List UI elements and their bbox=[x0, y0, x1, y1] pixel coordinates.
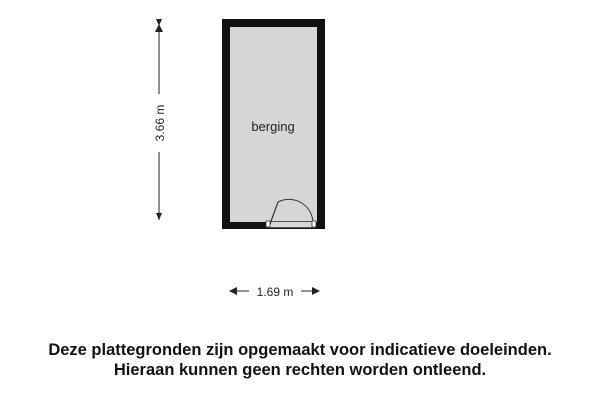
room-berging bbox=[222, 19, 325, 229]
door-opening bbox=[268, 221, 315, 228]
door-jamb bbox=[266, 221, 270, 227]
height-dimension-label: 3.66 m bbox=[153, 104, 167, 142]
room-label: berging bbox=[251, 119, 295, 134]
width-dimension-label: 1.69 m bbox=[256, 285, 294, 299]
door-jamb bbox=[312, 221, 316, 227]
arrow-left-icon bbox=[229, 287, 237, 295]
disclaimer-line-1: Deze plattegronden zijn opgemaakt voor indicatieve doeleinden. bbox=[48, 341, 552, 359]
arrow-right-icon bbox=[312, 287, 320, 295]
height-dimension bbox=[153, 24, 167, 220]
disclaimer-line-2: Hieraan kunnen geen rechten worden ontleend. bbox=[113, 361, 487, 379]
width-dimension bbox=[229, 285, 320, 299]
arrow-up-icon bbox=[155, 24, 163, 32]
